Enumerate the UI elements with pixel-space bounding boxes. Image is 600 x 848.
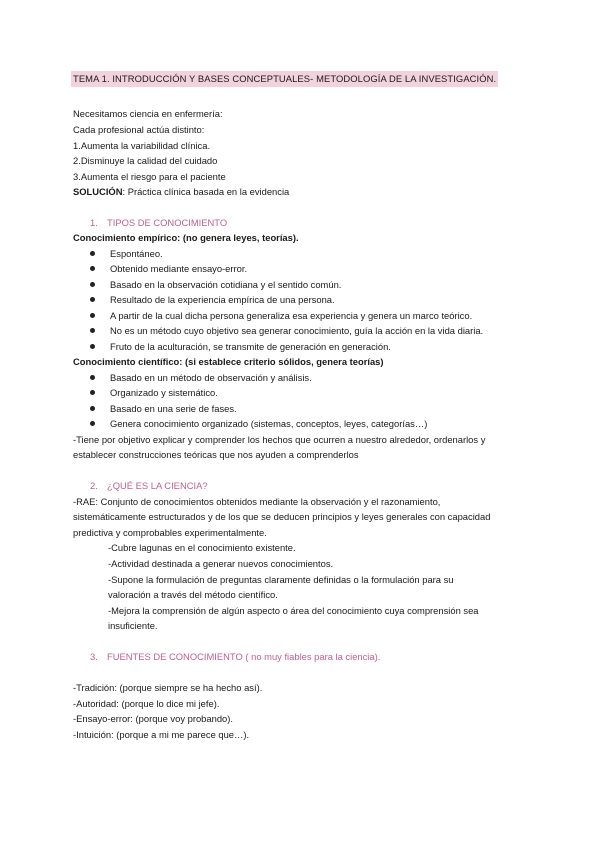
section-1-number: 1. xyxy=(90,217,98,228)
science-item-4b: insuficiente. xyxy=(108,620,158,631)
bullet-icon xyxy=(90,251,95,256)
section-1-note-line-2: establecer construcciones teóricas que nos ayuden a comprenderlos xyxy=(73,449,359,460)
section-2-number: 2. xyxy=(90,480,98,491)
science-item-2: -Actividad destinada a generar nuevos conocimientos. xyxy=(108,558,334,569)
intro-line-5: 3.Aumenta el riesgo para el paciente xyxy=(73,171,226,182)
list-item-text: Basado en una serie de fases. xyxy=(110,403,237,414)
bullet-icon xyxy=(90,375,95,380)
bullet-icon xyxy=(90,313,95,318)
source-item-1: -Tradición: (porque siempre se ha hecho así). xyxy=(73,682,263,693)
rae-definition-line-1: -RAE: Conjunto de conocimientos obtenidos mediante la observación y el razonamiento, xyxy=(73,496,441,507)
list-item-text: A partir de la cual dicha persona generaliza esa experiencia y genera un marco teórico. xyxy=(110,310,473,321)
list-item-text: Basado en la observación cotidiana y el sentido común. xyxy=(110,279,342,290)
source-item-4: -Intuición: (porque a mi me parece que…). xyxy=(73,729,250,740)
section-3-heading xyxy=(90,651,380,662)
empirical-knowledge-title: Conocimiento empírico: (no genera leyes, teorías). xyxy=(73,232,299,243)
source-item-3: -Ensayo-error: (porque voy probando). xyxy=(73,713,233,724)
document-title: TEMA 1. INTRODUCCIÓN Y BASES CONCEPTUALES- METODOLOGÍA DE LA INVESTIGACIÓN. xyxy=(71,71,498,87)
intro-line-1: Necesitamos ciencia en enfermería: xyxy=(73,108,223,119)
section-1-note-line-1: -Tiene por objetivo explicar y comprender los hechos que ocurren a nuestro alrededor, ordenarlos y xyxy=(73,434,486,445)
bullet-icon xyxy=(90,390,95,395)
science-item-3a: -Supone la formulación de preguntas claramente definidas o la formulación para su xyxy=(108,574,454,585)
list-item-text: No es un método cuyo objetivo sea generar conocimiento, guía la acción en la vida diaria. xyxy=(110,325,484,336)
section-3-number: 3. xyxy=(90,651,98,662)
science-item-4a: -Mejora la comprensión de algún aspecto o área del conocimiento cuya comprensión sea xyxy=(108,605,479,616)
solution-label: SOLUCIÓN xyxy=(73,186,123,197)
rae-definition-line-2: sistemáticamente estructurados y de los que se deducen principios y leyes generales con capacidad xyxy=(73,511,491,522)
intro-line-2: Cada profesional actúa distinto: xyxy=(73,124,205,135)
scientific-knowledge-title: Conocimiento científico: (si establece criterio sólidos, genera teorías) xyxy=(73,356,384,367)
section-2-heading xyxy=(90,480,208,491)
bullet-icon xyxy=(90,421,95,426)
list-item-text: Resultado de la experiencia empírica de una persona. xyxy=(110,294,335,305)
section-3-title: FUENTES DE CONOCIMIENTO ( no muy fiables para la ciencia). xyxy=(107,651,381,662)
bullet-icon xyxy=(90,406,95,411)
science-item-1: -Cubre lagunas en el conocimiento existente. xyxy=(108,542,296,553)
rae-definition-line-3: predictiva y comprobables experimentalmente. xyxy=(73,527,267,538)
section-1-heading xyxy=(90,217,227,228)
bullet-icon xyxy=(90,282,95,287)
list-item-text: Basado en un método de observación y análisis. xyxy=(110,372,312,383)
list-item-text: Genera conocimiento organizado (sistemas, conceptos, leyes, categorías…) xyxy=(110,418,428,429)
intro-line-4: 2.Disminuye la calidad del cuidado xyxy=(73,155,218,166)
science-item-3b: valoración a través del método científico. xyxy=(108,589,278,600)
section-2-title: ¿QUÉ ES LA CIENCIA? xyxy=(107,480,208,491)
bullet-icon xyxy=(90,266,95,271)
solution-text: : Práctica clínica basada en la evidencia xyxy=(122,186,290,197)
list-item-text: Fruto de la aculturación, se transmite de generación en generación. xyxy=(110,341,391,352)
source-item-2: -Autoridad: (porque lo dice mi jefe). xyxy=(73,698,220,709)
section-1-title: TIPOS DE CONOCIMIENTO xyxy=(107,217,228,228)
bullet-icon xyxy=(90,297,95,302)
intro-line-3: 1.Aumenta la variabilidad clínica. xyxy=(73,140,211,151)
solution-line xyxy=(73,186,289,197)
bullet-icon xyxy=(90,344,95,349)
bullet-icon xyxy=(90,328,95,333)
list-item-text: Obtenido mediante ensayo-error. xyxy=(110,263,248,274)
list-item-text: Espontáneo. xyxy=(110,248,163,259)
list-item-text: Organizado y sistemático. xyxy=(110,387,218,398)
